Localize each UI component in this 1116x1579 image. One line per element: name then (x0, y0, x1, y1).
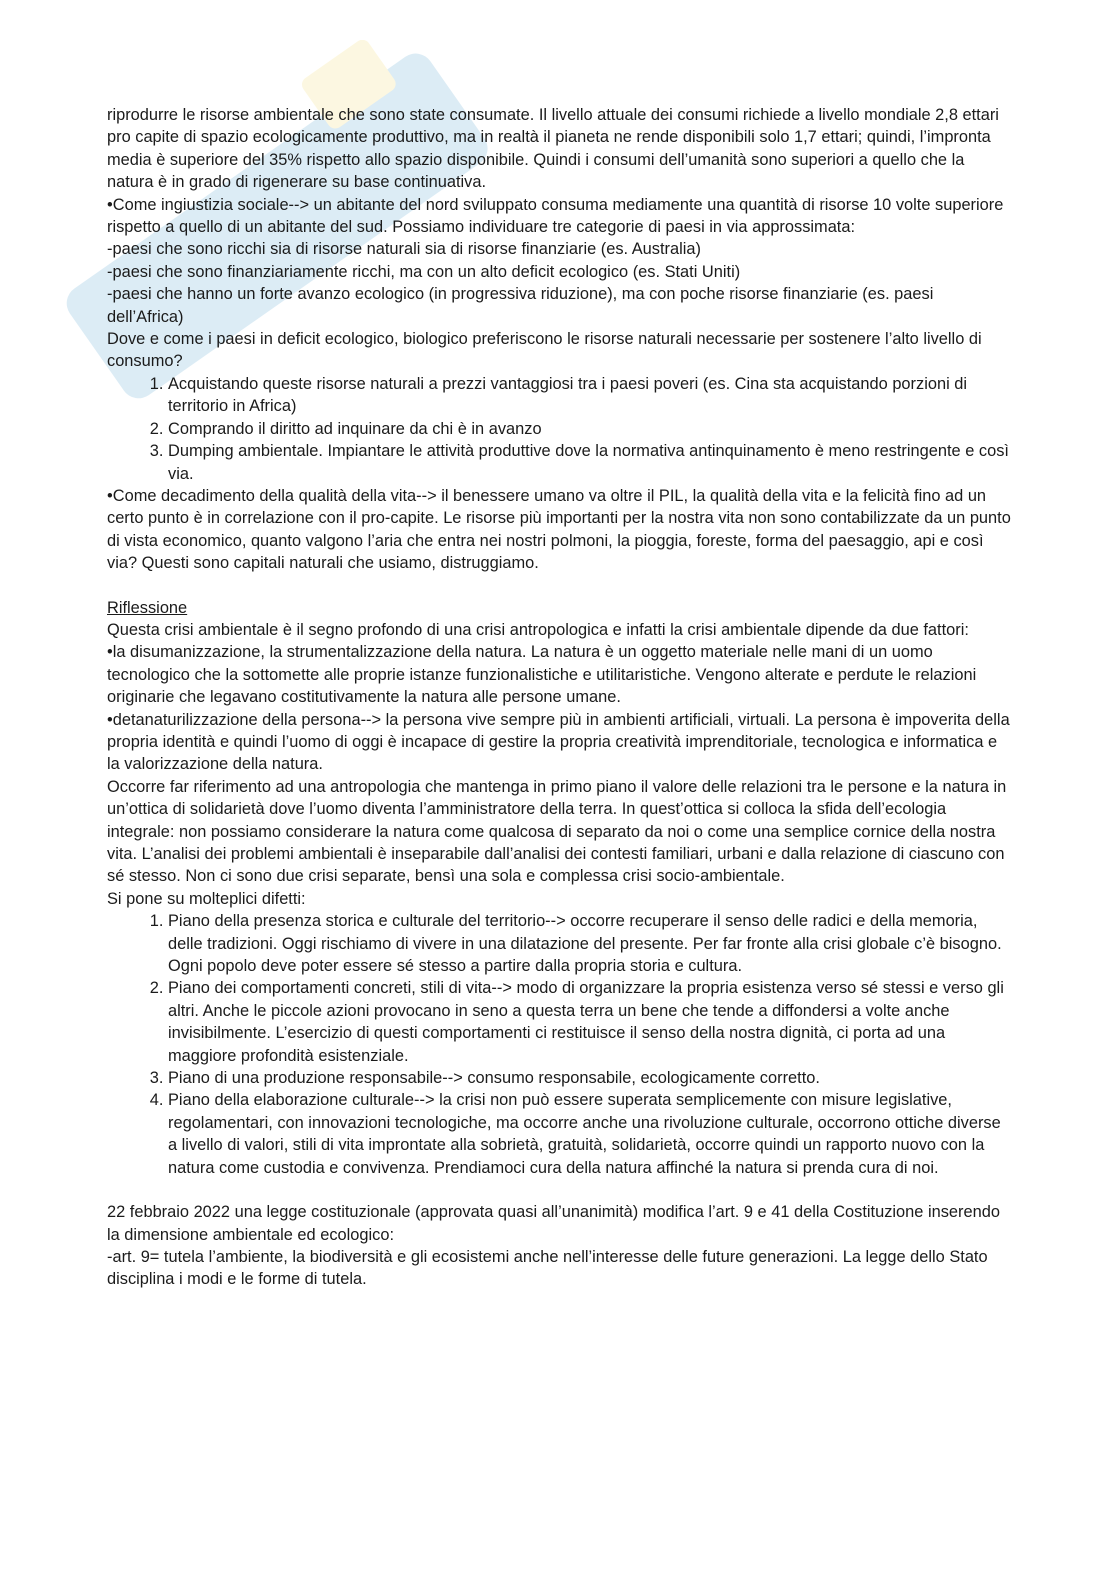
law-paragraph: 22 febbraio 2022 una legge costituzionale (approvata quasi all’unanimità) modifica l’art. 9 e 41 della Costituzione inserendo la dimensione ambientale ed ecologico: (107, 1203, 1000, 1244)
list-item: 2. Comprando il diritto ad inquinare da chi è in avanzo (168, 418, 1012, 440)
list-item: 3. Dumping ambientale. Impiantare le attività produttive dove la normativa antinquinamento è meno restringente e così via. (168, 440, 1012, 485)
reflection-paragraph: Questa crisi ambientale è il segno profondo di una crisi antropologica e infatti la crisi ambientale dipende da due fattori: (107, 620, 969, 639)
category-item: -paesi che hanno un forte avanzo ecologico (in progressiva riduzione), ma con poche risorse finanziarie (es. paesi dell’Africa) (107, 285, 934, 326)
social-injustice-paragraph: •Come ingiustizia sociale--> un abitante del nord sviluppato consuma mediamente una quantità di risorse 10 volte superiore rispetto a quello di un abitante del sud. Possiamo individuare tre categorie di paesi in via approssimata: (107, 195, 1004, 237)
spacer (107, 575, 1012, 597)
dehumanization-paragraph: •la disumanizzazione, la strumentalizzazione della natura. La natura è un oggetto materiale nelle mani di un uomo tecnologico che la sottomette alle proprie istanze funzionalistiche e utilitaristiche. Vengono alterate e perdute le relazioni originarie che legavano costitutivamente la natura alle persone umane. (107, 643, 977, 707)
levels-list (107, 910, 1012, 1179)
question-paragraph: Dove e come i paesi in deficit ecologico, biologico preferiscono le risorse naturali necessarie per sostenere l’alto livello di consumo? (107, 330, 982, 371)
list-item: 1. Piano della presenza storica e culturale del territorio--> occorre recuperare il senso delle radici e della memoria, delle tradizioni. Oggi rischiamo di vivere in una dilatazione del presente. Per far fronte alla crisi globale c’è bisogno. Ogni popolo deve poter essere sé stesso a partire dalla propria storia e cultura. (168, 910, 1012, 977)
list-item: 2. Piano dei comportamenti concreti, stili di vita--> modo di organizzare la propria esistenza verso sé stessi e verso gli altri. Anche le piccole azioni provocano in seno a questa terra un bene che tende a diffondersi a volte anche invisibilmente. L’esercizio di questi comportamenti ci restituisce il senso della nostra dignità, ci porta ad una maggiore profondità esistenziale. (168, 977, 1012, 1067)
category-item: -paesi che sono ricchi sia di risorse naturali sia di risorse finanziarie (es. Australia) (107, 240, 701, 259)
list-item: 4. Piano della elaborazione culturale--> la crisi non può essere superata semplicemente con misure legislative, regolamentari, con innovazioni tecnologiche, ma occorre anche una rivoluzione culturale, occorrono ottiche diverse a livello di valori, stili di vita improntate alla sobrietà, gratuità, solidarietà, occorre quindi un rapporto nuovo con la natura come custodia e convivenza. Prendiamoci cura della natura affinché la natura si prenda cura di noi. (168, 1089, 1012, 1179)
answers-list (107, 373, 1012, 485)
article-9-paragraph: -art. 9= tutela l’ambiente, la biodiversità e gli ecosistemi anche nell’interesse delle future generazioni. La legge dello Stato disciplina i modi e le forme di tutela. (107, 1247, 988, 1289)
list-item: 1. Acquistando queste risorse naturali a prezzi vantaggiosi tra i paesi poveri (es. Cina sta acquistando porzioni di territorio in Africa) (168, 373, 1012, 418)
levels-intro: Si pone su molteplici difetti: (107, 889, 306, 908)
quality-of-life-paragraph: •Come decadimento della qualità della vita--> il benessere umano va oltre il PIL, la qualità della vita e la felicità fino ad un certo punto è in correlazione con il pro-capite. Le risorse più importanti per la nostra vita non sono contabilizzate da un punto di vista economico, quanto valgono l’aria che entra nei nostri polmoni, la pioggia, foreste, forma del paesaggio, api e così via? Questi sono capitali naturali che usiamo, distruggiamo. (107, 486, 1011, 573)
category-item: -paesi che sono finanziariamente ricchi, ma con un alto deficit ecologico (es. Stati Uniti) (107, 262, 741, 281)
intro-paragraph: riprodurre le risorse ambientale che sono state consumate. Il livello attuale dei consumi richiede a livello mondiale 2,8 ettari pro capite di spazio ecologicamente produttivo, ma in realtà il pianeta ne rende disponibili solo 1,7 ettari; quindi, l’impronta media è superiore del 35% rispetto allo spazio disponibile. Quindi i consumi dell’umanità sono superiori a quello che la natura è in grado di rigenerare su base continuativa. (107, 106, 999, 192)
document-page (107, 104, 1012, 1291)
spacer (107, 1179, 1012, 1201)
denaturalization-paragraph: •detanaturilizzazione della persona--> la persona vive sempre più in ambienti artificiali, virtuali. La persona è impoverita della propria identità e quindi l’uomo di oggi è incapace di gestire la propria creatività imprenditoriale, tecnologica e informatica e la valorizzazione della natura. (107, 710, 1010, 774)
list-item: 3. Piano di una produzione responsabile--> consumo responsabile, ecologicamente corretto. (168, 1067, 1012, 1089)
section-heading-riflessione: Riflessione (107, 598, 188, 617)
anthropology-paragraph: Occorre far riferimento ad una antropologia che mantenga in primo piano il valore delle relazioni tra le persone e la natura in un’ottica di solidarietà dove l’uomo diventa l’amministratore della terra. In quest’ottica si colloca la sfida dell’ecologia integrale: non possiamo considerare la natura come qualcosa di separato da noi o come una semplice cornice della nostra vita. L’analisi dei problemi ambientali è inseparabile dall’analisi dei contesti familiari, urbani e dalla relazione di ciascuno con sé stesso. Non ci sono due crisi separate, bensì una sola e complessa crisi socio-ambientale. (107, 777, 1007, 886)
